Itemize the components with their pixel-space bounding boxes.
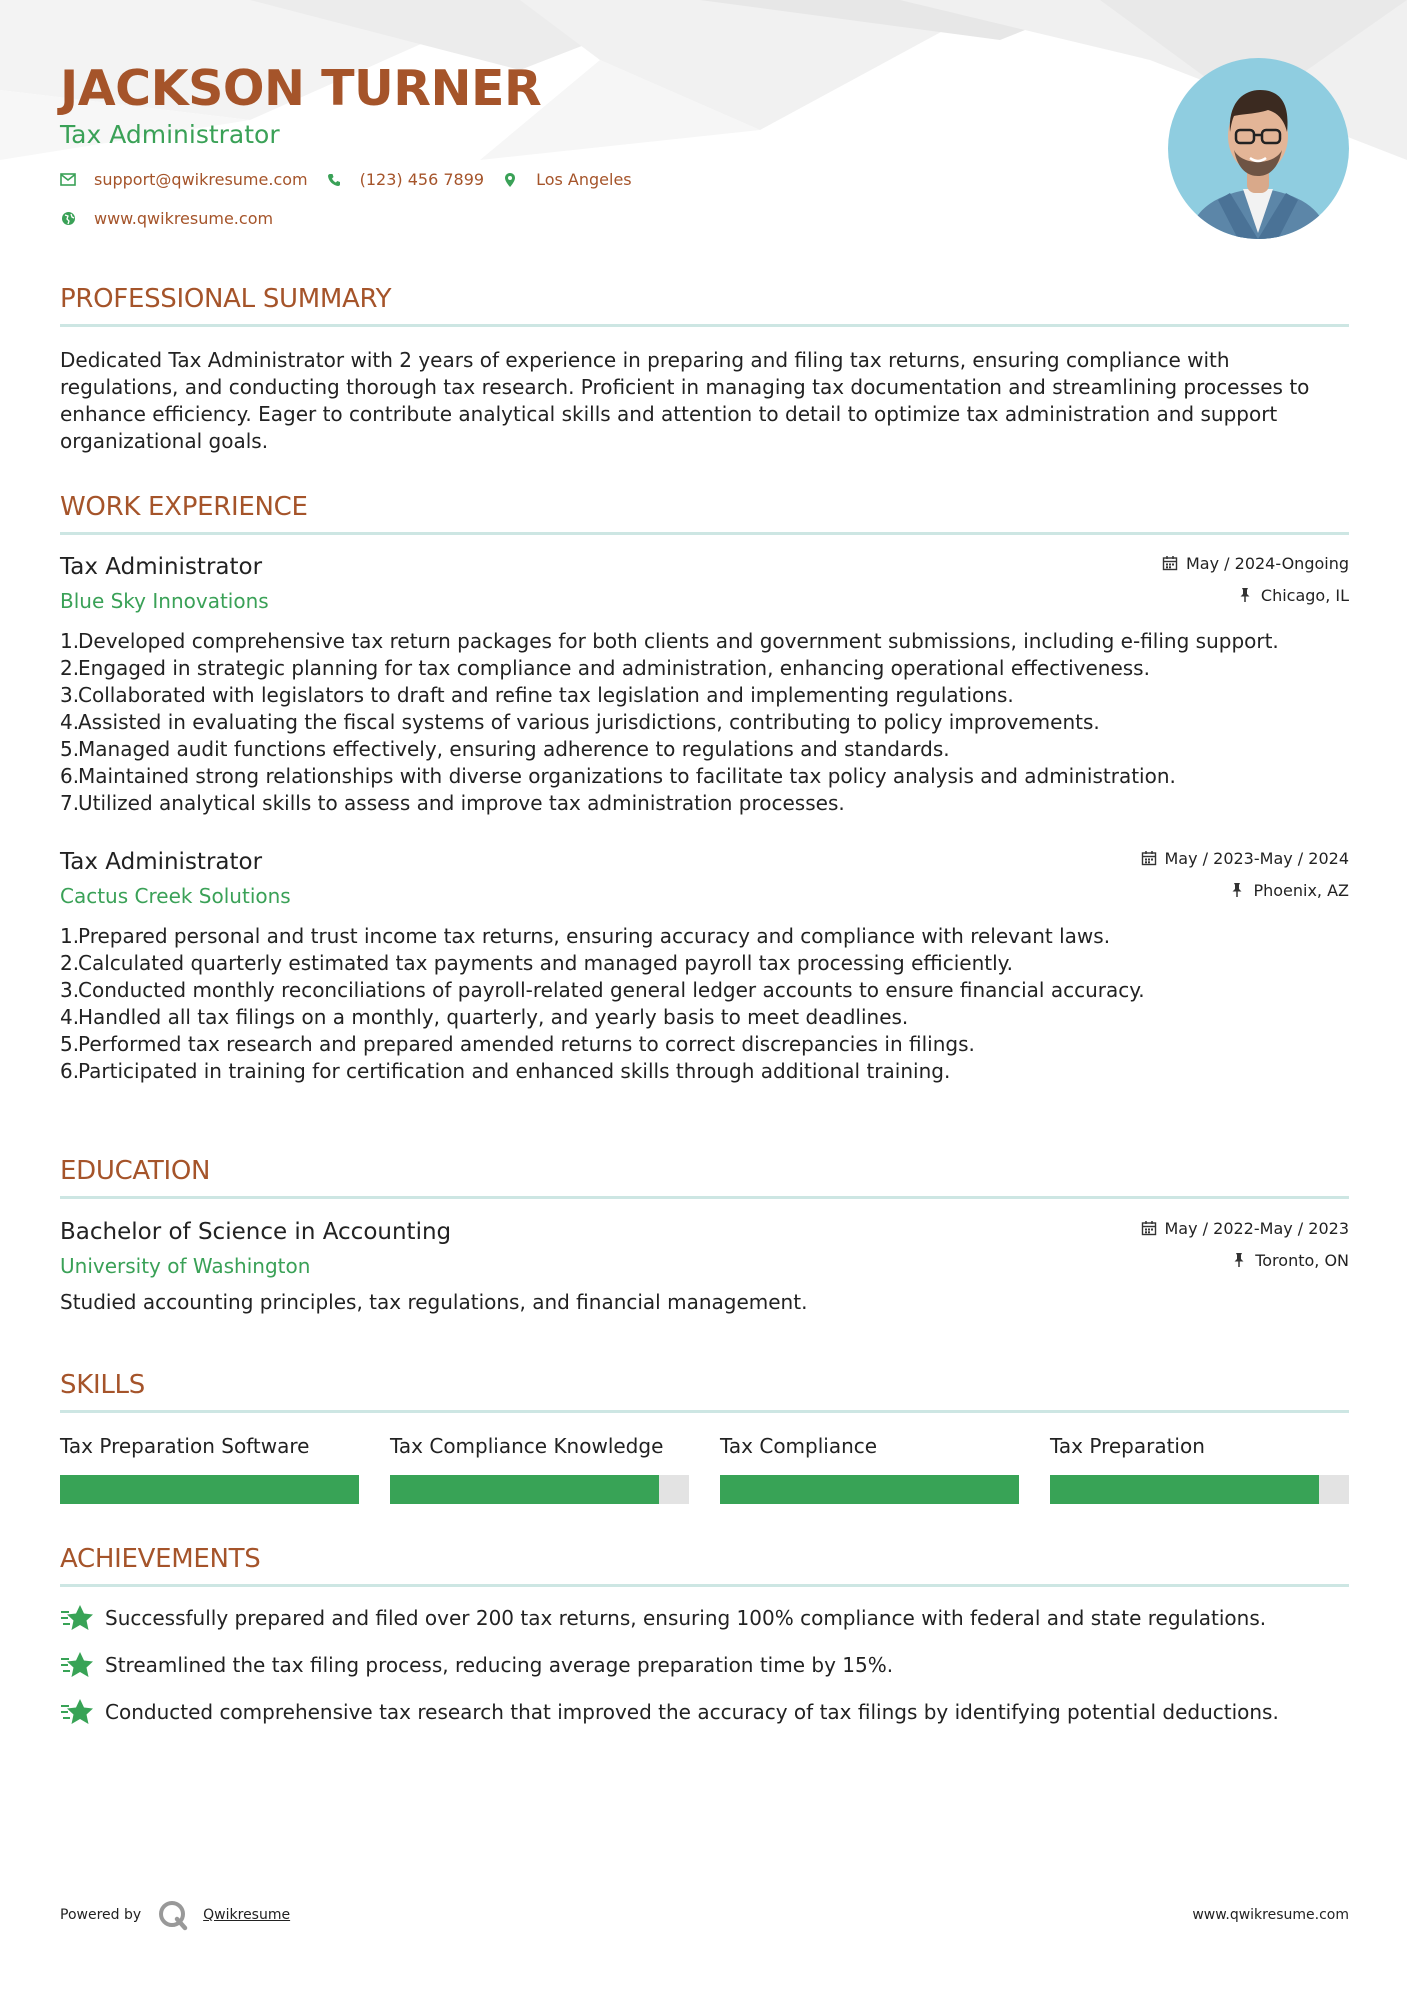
skills-heading: SKILLS bbox=[60, 1370, 145, 1400]
list-item: 6. Maintained strong relationships with diverse organizations to facilitate tax policy analysis and administration. bbox=[60, 764, 1176, 788]
phone-icon bbox=[326, 172, 342, 188]
skill-level-fill bbox=[60, 1475, 359, 1504]
skill-name: Tax Compliance Knowledge bbox=[390, 1434, 664, 1458]
skill-level-fill bbox=[720, 1475, 1019, 1504]
list-item: 5. Performed tax research and prepared amended returns to correct discrepancies in filings. bbox=[60, 1032, 975, 1056]
education-header bbox=[60, 1217, 1349, 1281]
skill-name: Tax Compliance bbox=[720, 1434, 878, 1458]
skill-level-bar bbox=[60, 1475, 359, 1504]
star-icon bbox=[60, 1697, 94, 1727]
job-title: Tax Administrator bbox=[60, 849, 263, 875]
list-item: 1. Developed comprehensive tax return packages for both clients and government submissions, including e-filing support. bbox=[60, 629, 1279, 653]
job-dates: May / 2023-May / 2024 bbox=[1164, 848, 1349, 868]
achievements-heading: ACHIEVEMENTS bbox=[60, 1544, 261, 1574]
education-section bbox=[60, 1154, 1349, 1316]
list-item: 2. Engaged in strategic planning for tax compliance and administration, enhancing operational effectiveness. bbox=[60, 656, 1150, 680]
achievements-section bbox=[60, 1542, 1349, 1744]
pushpin-icon bbox=[1237, 587, 1253, 603]
contact-row bbox=[60, 170, 650, 189]
job-meta bbox=[1162, 552, 1349, 606]
qwikresume-link[interactable]: Qwikresume bbox=[203, 1907, 291, 1923]
job-header bbox=[60, 552, 1349, 616]
list-item: 3. Collaborated with legislators to draft and refine tax legislation and implementing regulations. bbox=[60, 683, 1014, 707]
education-heading: EDUCATION bbox=[60, 1156, 211, 1186]
summary-text: Dedicated Tax Administrator with 2 years of experience in preparing and filing tax returns, ensuring compliance with regulations, and conducting thorough tax research. Proficient in managing tax documentation and streamlining processes to enhance efficiency. Eager to contribute analytical skills and attention to detail to optimize tax administration and support organizational goals. bbox=[60, 348, 1310, 453]
powered-by-label: Powered by bbox=[60, 1907, 142, 1923]
section-divider bbox=[60, 324, 1349, 327]
experience-heading: WORK EXPERIENCE bbox=[60, 492, 308, 522]
summary-section bbox=[60, 282, 1349, 455]
skills-list bbox=[60, 1433, 1349, 1504]
qwikresume-logo-icon bbox=[157, 1899, 189, 1931]
skill-item bbox=[390, 1433, 689, 1504]
education-location: Toronto, ON bbox=[1255, 1250, 1349, 1270]
list-item: 2. Calculated quarterly estimated tax payments and managed payroll tax processing efficiently. bbox=[60, 951, 1013, 975]
job-company: Blue Sky Innovations bbox=[60, 589, 269, 613]
section-divider bbox=[60, 1410, 1349, 1413]
achievement-text: Successfully prepared and filed over 200 tax returns, ensuring 100% compliance with federal and state regulations. bbox=[105, 1605, 1267, 1630]
location-pin-icon bbox=[502, 172, 518, 188]
website-link[interactable]: www.qwikresume.com bbox=[94, 209, 274, 228]
skill-level-bar bbox=[1050, 1475, 1349, 1504]
achievement-text: Streamlined the tax filing process, reducing average preparation time by 15%. bbox=[105, 1652, 894, 1677]
list-item: 6. Participated in training for certification and enhanced skills through additional training. bbox=[60, 1059, 951, 1083]
job-meta bbox=[1141, 847, 1350, 901]
resume-header bbox=[60, 58, 650, 228]
job-dates: May / 2024-Ongoing bbox=[1186, 553, 1349, 573]
calendar-icon bbox=[1141, 850, 1157, 866]
list-item: 5. Managed audit functions effectively, ensuring adherence to regulations and standards. bbox=[60, 737, 950, 761]
education-entry bbox=[60, 1217, 1349, 1316]
candidate-title: Tax Administrator bbox=[60, 120, 280, 149]
contact-row-web bbox=[60, 209, 650, 228]
phone-text: (123) 456 7899 bbox=[359, 170, 485, 189]
experience-section bbox=[60, 490, 1349, 1085]
summary-heading: PROFESSIONAL SUMMARY bbox=[60, 284, 392, 314]
job-duties-list bbox=[60, 923, 1349, 1085]
degree-title: Bachelor of Science in Accounting bbox=[60, 1219, 452, 1245]
education-meta bbox=[1141, 1217, 1350, 1271]
globe-icon bbox=[60, 211, 76, 227]
job-location: Chicago, IL bbox=[1260, 585, 1349, 605]
job-header bbox=[60, 847, 1349, 911]
school-name: University of Washington bbox=[60, 1254, 311, 1278]
skill-name: Tax Preparation Software bbox=[60, 1434, 310, 1458]
profile-photo bbox=[1168, 58, 1349, 239]
email-icon bbox=[60, 172, 76, 188]
skill-item bbox=[60, 1433, 359, 1504]
calendar-icon bbox=[1141, 1220, 1157, 1236]
skill-item bbox=[1050, 1433, 1349, 1504]
page-footer bbox=[60, 1897, 1349, 1933]
job-location: Phoenix, AZ bbox=[1253, 880, 1349, 900]
star-icon bbox=[60, 1603, 94, 1633]
list-item bbox=[60, 1697, 1349, 1727]
job-entry bbox=[60, 847, 1349, 1085]
skill-level-bar bbox=[720, 1475, 1019, 1504]
list-item: 3. Conducted monthly reconciliations of payroll-related general ledger accounts to ensure financial accuracy. bbox=[60, 978, 1145, 1002]
list-item: 1. Prepared personal and trust income tax returns, ensuring accuracy and compliance with relevant laws. bbox=[60, 924, 1111, 948]
job-company: Cactus Creek Solutions bbox=[60, 884, 291, 908]
footer-branding bbox=[60, 1899, 290, 1931]
job-title: Tax Administrator bbox=[60, 554, 263, 580]
skill-level-fill bbox=[1050, 1475, 1319, 1504]
footer-url[interactable]: www.qwikresume.com bbox=[1192, 1907, 1349, 1923]
pushpin-icon bbox=[1229, 882, 1245, 898]
education-dates: May / 2022-May / 2023 bbox=[1164, 1218, 1349, 1238]
calendar-icon bbox=[1162, 555, 1178, 571]
achievement-text: Conducted comprehensive tax research that improved the accuracy of tax filings by identifying potential deductions. bbox=[105, 1699, 1279, 1724]
education-description: Studied accounting principles, tax regulations, and financial management. bbox=[60, 1290, 808, 1314]
skills-section bbox=[60, 1368, 1349, 1504]
list-item bbox=[60, 1650, 1349, 1680]
skill-name: Tax Preparation bbox=[1050, 1434, 1205, 1458]
star-icon bbox=[60, 1650, 94, 1680]
skill-level-bar bbox=[390, 1475, 689, 1504]
email-link[interactable]: support@qwikresume.com bbox=[94, 170, 308, 189]
candidate-name: JACKSON TURNER bbox=[60, 60, 542, 117]
job-duties-list bbox=[60, 628, 1349, 817]
achievements-list bbox=[60, 1603, 1349, 1727]
section-divider bbox=[60, 1584, 1349, 1587]
list-item: 4. Assisted in evaluating the fiscal systems of various jurisdictions, contributing to policy improvements. bbox=[60, 710, 1100, 734]
job-entry bbox=[60, 552, 1349, 817]
location-text: Los Angeles bbox=[536, 170, 632, 189]
skill-item bbox=[720, 1433, 1019, 1504]
list-item: 7. Utilized analytical skills to assess and improve tax administration processes. bbox=[60, 791, 845, 815]
skill-level-fill bbox=[390, 1475, 659, 1504]
list-item bbox=[60, 1603, 1349, 1633]
pushpin-icon bbox=[1231, 1252, 1247, 1268]
list-item: 4. Handled all tax filings on a monthly, quarterly, and yearly basis to meet deadlines. bbox=[60, 1005, 909, 1029]
section-divider bbox=[60, 532, 1349, 535]
section-divider bbox=[60, 1196, 1349, 1199]
